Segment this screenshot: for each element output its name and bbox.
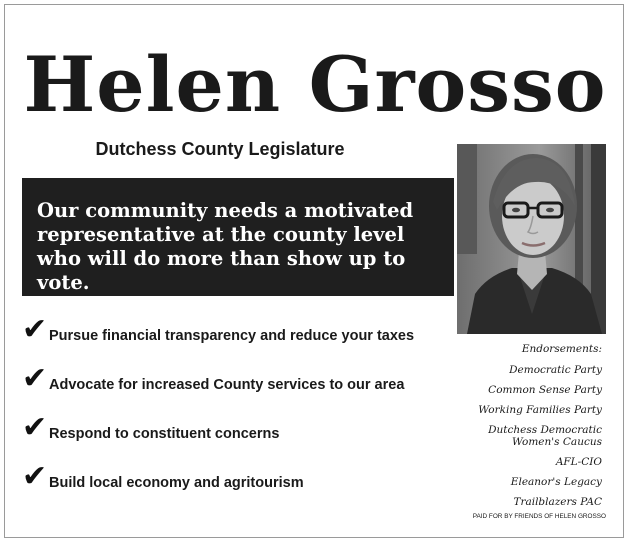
candidate-name: Helen Grosso xyxy=(23,40,607,129)
endorsement-item: Working Families Party xyxy=(478,404,602,416)
platform-item-text: Pursue financial transparency and reduce your taxes xyxy=(49,328,415,344)
portrait-illustration xyxy=(457,144,606,334)
endorsement-item: Dutchess Democratic Women's Caucus xyxy=(488,424,602,448)
endorsement-item: Trailblazers PAC xyxy=(513,496,602,508)
checkmark-icon: ✔ xyxy=(22,361,48,396)
checkmark-icon: ✔ xyxy=(22,312,48,347)
endorsement-item: AFL-CIO xyxy=(555,456,602,468)
office-title: Dutchess County Legislature xyxy=(95,139,345,159)
platform-item-text: Advocate for increased County services to our area xyxy=(49,377,405,393)
endorsements xyxy=(468,343,602,516)
candidate-photo xyxy=(457,144,606,334)
paid-for-disclaimer: PAID FOR BY FRIENDS OF HELEN GROSSO xyxy=(472,513,606,520)
endorsement-item: Common Sense Party xyxy=(488,384,602,396)
checkmark-icon: ✔ xyxy=(22,459,48,494)
campaign-message: Our community needs a motivated representative at the county level who will do more than show up to vote. xyxy=(37,199,414,294)
checkmark-icon: ✔ xyxy=(22,410,48,445)
endorsement-item: Eleanor's Legacy xyxy=(510,476,602,488)
endorsements-title: Endorsements: xyxy=(521,343,602,355)
message-box xyxy=(22,178,454,296)
platform-item-text: Build local economy and agritourism xyxy=(49,475,304,491)
endorsement-item: Democratic Party xyxy=(509,364,602,376)
platform-item-text: Respond to constituent concerns xyxy=(49,426,280,442)
